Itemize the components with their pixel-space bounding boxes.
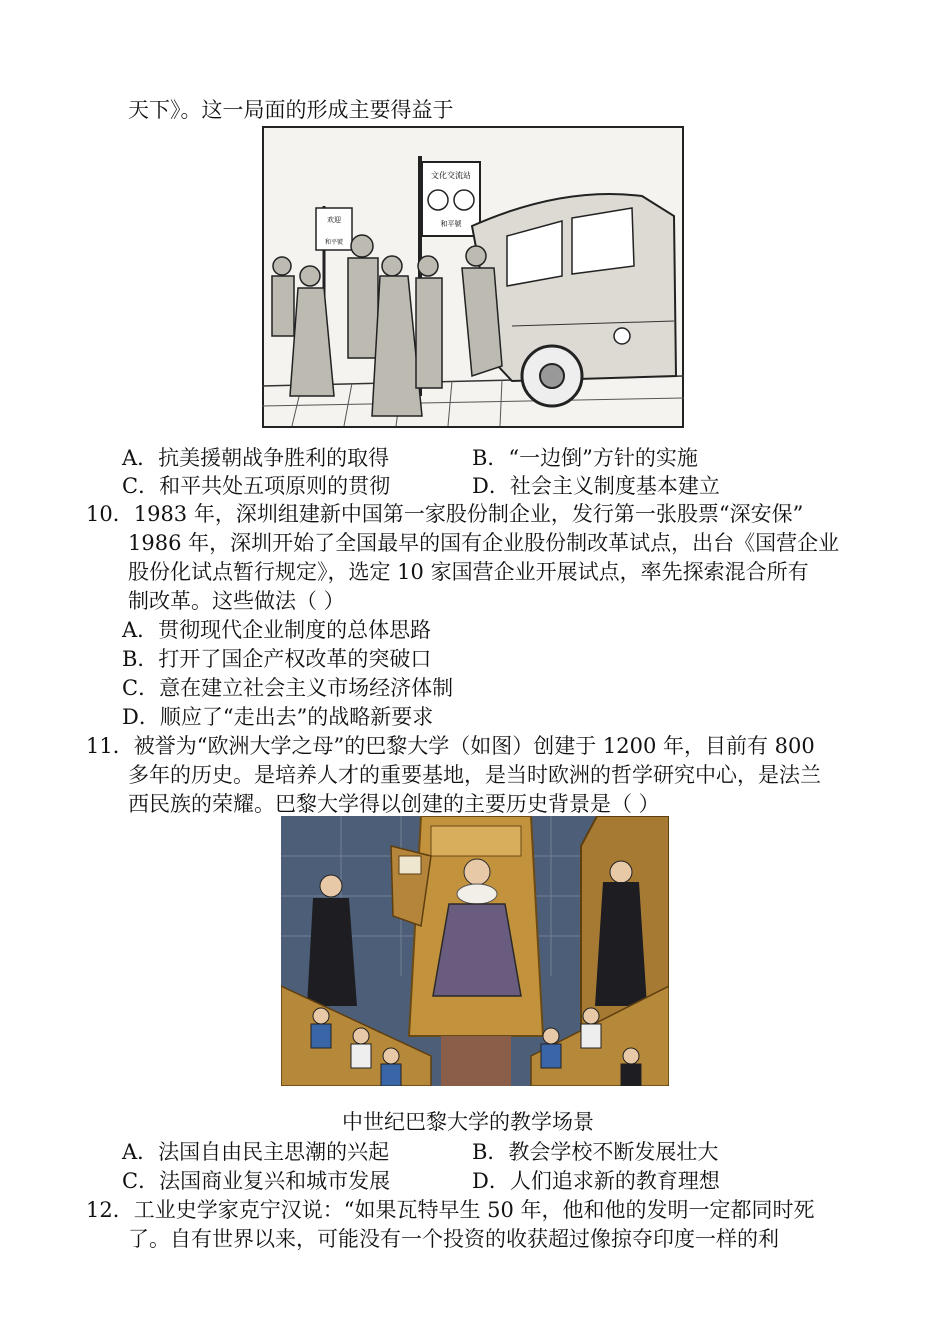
q10-stem-line-2: 1986 年，深圳开始了全国最早的国有企业股份制改革试点，出台《国营企业 bbox=[128, 531, 840, 555]
q11-stem-line-2: 多年的历史。是培养人才的重要基地，是当时欧洲的哲学研究中心，是法兰 bbox=[128, 763, 821, 787]
sign-text-4: 和平號 bbox=[324, 239, 344, 246]
q9-option-a: A．抗美援朝战争胜利的取得 bbox=[122, 446, 390, 470]
q11-stem-line-3: 西民族的荣耀。巴黎大学得以创建的主要历史背景是（ ） bbox=[128, 792, 660, 816]
q9-option-c: C．和平共处五项原则的贯彻 bbox=[122, 474, 391, 498]
q11-option-b: B．教会学校不断发展壮大 bbox=[472, 1140, 719, 1164]
q9-option-d: D．社会主义制度基本建立 bbox=[472, 474, 720, 498]
q10-stem-line-4: 制改革。这些做法（ ） bbox=[128, 589, 345, 613]
cartoon-bus-figure bbox=[262, 126, 684, 428]
q12-stem-line-1: 12．工业史学家克宁汉说：“如果瓦特早生 50 年，他和他的发明一定都同时死 bbox=[86, 1198, 815, 1222]
sign-text-1: 文化交流站 bbox=[431, 171, 471, 180]
q10-option-b: B．打开了国企产权改革的突破口 bbox=[122, 647, 432, 671]
q10-option-c: C．意在建立社会主义市场经济体制 bbox=[122, 676, 454, 700]
sign-text-3: 欢迎 bbox=[327, 216, 341, 224]
q11-stem-line-1: 11．被誉为“欧洲大学之母”的巴黎大学（如图）创建于 1200 年，目前有 800 bbox=[86, 734, 815, 758]
paris-university-painting bbox=[281, 816, 669, 1086]
q10-stem-line-3: 股份化试点暂行规定》，选定 10 家国营企业开展试点，率先探索混合所有 bbox=[128, 560, 809, 584]
q10-option-d: D．顺应了“走出去”的战略新要求 bbox=[122, 705, 434, 729]
q10-option-a: A．贯彻现代企业制度的总体思路 bbox=[122, 618, 432, 642]
q10-stem-line-1: 10．1983 年，深圳组建新中国第一家股份制企业，发行第一张股票“深安保” bbox=[86, 502, 804, 526]
q12-stem-line-2: 了。自有世界以来，可能没有一个投资的收获超过像掠夺印度一样的利 bbox=[128, 1227, 779, 1251]
q9-option-b: B．“一边倒”方针的实施 bbox=[472, 446, 698, 470]
sign-text-2: 和平號 bbox=[440, 220, 462, 228]
q11-option-d: D．人们追求新的教育理想 bbox=[472, 1169, 720, 1193]
figure-caption: 中世纪巴黎大学的教学场景 bbox=[342, 1110, 594, 1134]
q11-option-c: C．法国商业复兴和城市发展 bbox=[122, 1169, 391, 1193]
q9-stem-tail: 天下》。这一局面的形成主要得益于 bbox=[128, 98, 454, 122]
q11-option-a: A．法国自由民主思潮的兴起 bbox=[122, 1140, 390, 1164]
